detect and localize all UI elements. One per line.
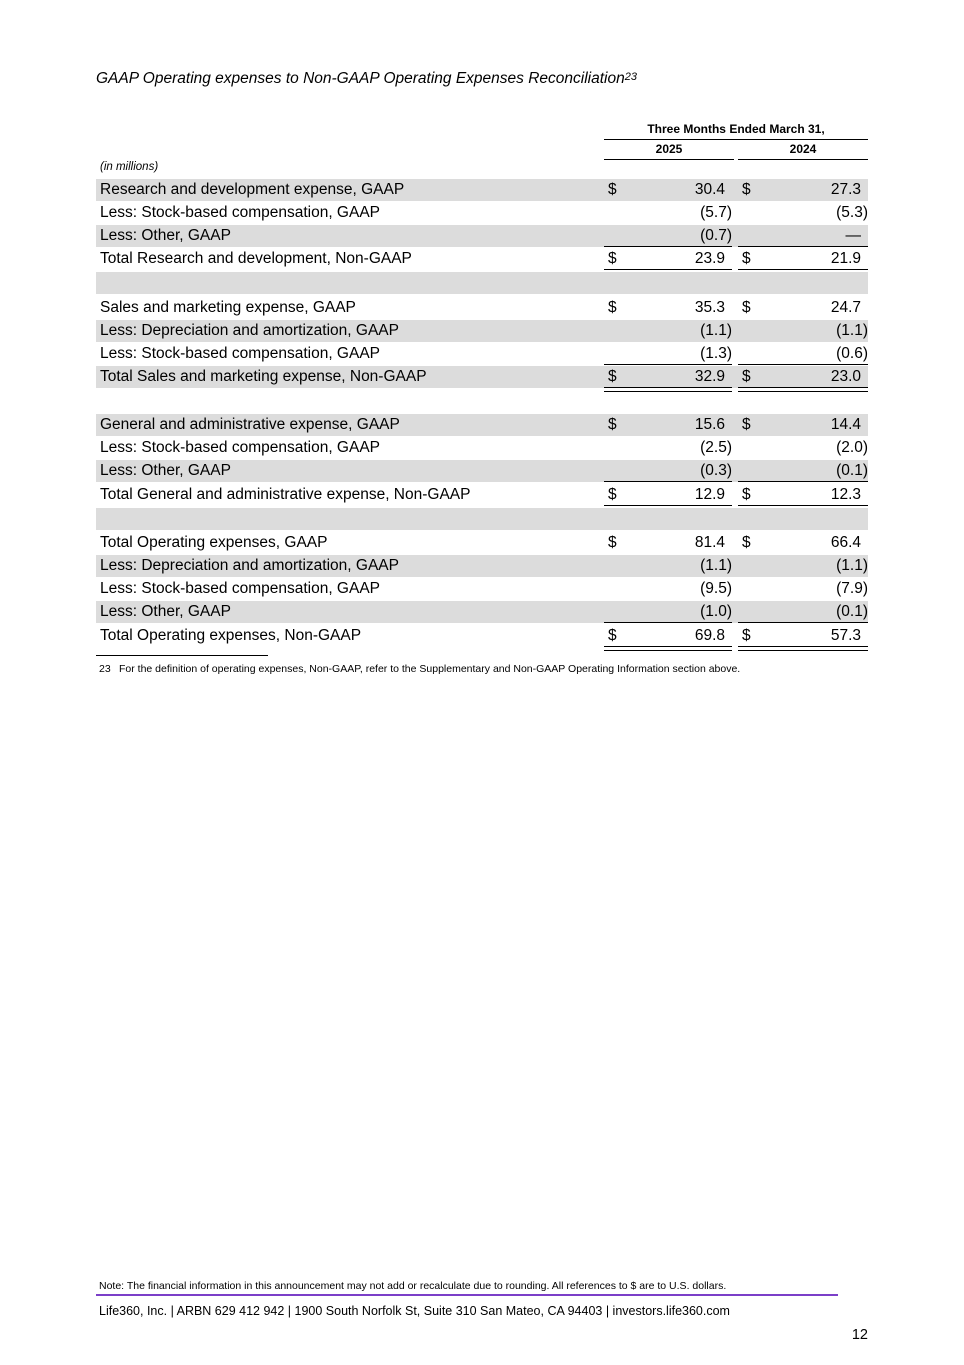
value-2024-cell: [738, 320, 868, 341]
value-2025-cell: [604, 225, 732, 247]
value-2025: 69.8: [694, 627, 725, 644]
value-2024: (1.1): [836, 557, 868, 574]
value-2025-cell: [604, 555, 732, 576]
table-row: [96, 248, 868, 270]
value-2024-cell: [738, 532, 868, 553]
company-info: Life360, Inc. | ARBN 629 412 942 | 1900 South Norfolk St, Suite 310 San Mateo, CA 94403 | investors.life360.com: [99, 1304, 730, 1318]
value-2025: (5.7): [700, 204, 732, 221]
value-2024: 21.9: [830, 250, 861, 267]
value-2025: (1.1): [700, 557, 732, 574]
value-2024: 14.4: [830, 416, 861, 433]
value-2025-cell: [604, 390, 732, 411]
value-2024-cell: [738, 179, 868, 200]
value-2024-cell: [738, 225, 868, 247]
table-row: [96, 297, 868, 319]
value-2025-cell: [604, 343, 732, 365]
value-2025-cell: [604, 272, 732, 293]
value-2025: (1.0): [700, 603, 732, 620]
table-row: [96, 555, 868, 577]
currency-symbol: $: [608, 627, 617, 644]
row-label: Total General and administrative expense, Non-GAAP: [100, 486, 471, 503]
value-2024-cell: [738, 460, 868, 482]
value-2024-cell: [738, 297, 868, 318]
currency-symbol: $: [608, 416, 617, 433]
currency-symbol: $: [608, 181, 617, 198]
table-spacer-row: [96, 272, 868, 294]
row-label: Less: Stock-based compensation, GAAP: [100, 439, 381, 456]
row-label: Less: Stock-based compensation, GAAP: [100, 345, 381, 362]
table-row: [96, 532, 868, 554]
currency-symbol: $: [608, 250, 617, 267]
value-2024: (5.3): [836, 204, 868, 221]
row-label: Less: Other, GAAP: [100, 227, 231, 244]
value-2025: 32.9: [694, 368, 725, 385]
value-2025-cell: [604, 366, 732, 388]
value-2024-cell: [738, 414, 868, 435]
value-2025: (0.3): [700, 462, 732, 479]
row-label: Less: Stock-based compensation, GAAP: [100, 580, 381, 597]
table-spacer-row: [96, 508, 868, 530]
value-2024: (1.1): [836, 322, 868, 339]
row-label: Sales and marketing expense, GAAP: [100, 299, 356, 316]
value-2025-cell: [604, 532, 732, 553]
value-2024-cell: [738, 202, 868, 223]
row-label: Total Operating expenses, Non-GAAP: [100, 627, 362, 644]
value-2024: —: [845, 227, 861, 244]
footnote-text: For the definition of operating expenses, Non-GAAP, refer to the Supplementary and Non-GAAP Operating Information section above.: [119, 663, 741, 675]
value-2025: (0.7): [700, 227, 732, 244]
value-2024-cell: [738, 625, 868, 647]
value-2025: (2.5): [700, 439, 732, 456]
currency-symbol: $: [742, 627, 751, 644]
row-label: General and administrative expense, GAAP: [100, 416, 400, 433]
currency-symbol: $: [742, 534, 751, 551]
currency-symbol: $: [608, 368, 617, 385]
currency-symbol: $: [742, 181, 751, 198]
value-2025-cell: [604, 179, 732, 200]
currency-symbol: $: [742, 416, 751, 433]
value-2025-cell: [604, 484, 732, 506]
report-title-text: GAAP Operating expenses to Non-GAAP Operating Expenses Reconciliation: [96, 70, 625, 87]
value-2024: (0.1): [836, 462, 868, 479]
table-row: [96, 601, 868, 623]
value-2025-cell: [604, 248, 732, 270]
value-2024: (0.6): [836, 345, 868, 362]
value-2025: 30.4: [694, 181, 725, 198]
rounding-note: Note: The financial information in this announcement may not add or recalculate due to rounding. All references to $ are to U.S. dollars.: [99, 1280, 727, 1292]
value-2025-cell: [604, 297, 732, 318]
value-2024: 27.3: [830, 181, 861, 198]
row-label: Total Sales and marketing expense, Non-GAAP: [100, 368, 427, 385]
currency-symbol: $: [608, 299, 617, 316]
table-row: [96, 179, 868, 201]
value-2025-cell: [604, 508, 732, 529]
value-2024: 66.4: [830, 534, 861, 551]
row-label: Less: Other, GAAP: [100, 603, 231, 620]
units-label: (in millions): [100, 161, 159, 173]
footnote: [99, 663, 740, 675]
value-2024-cell: [738, 484, 868, 506]
value-2024-cell: [738, 555, 868, 576]
value-2024: (0.1): [836, 603, 868, 620]
value-2025: (1.3): [700, 345, 732, 362]
table-row: [96, 460, 868, 482]
row-label: Research and development expense, GAAP: [100, 181, 405, 198]
value-2024-cell: [738, 343, 868, 365]
table-row: [96, 320, 868, 342]
value-2024: 24.7: [830, 299, 861, 316]
currency-symbol: $: [742, 486, 751, 503]
row-label: Less: Stock-based compensation, GAAP: [100, 204, 381, 221]
value-2025-cell: [604, 460, 732, 482]
value-2024-cell: [738, 366, 868, 388]
value-2024: 12.3: [830, 486, 861, 503]
value-2024-cell: [738, 390, 868, 411]
value-2025-cell: [604, 320, 732, 341]
title-footnote-ref: 23: [624, 71, 637, 83]
table-row: [96, 366, 868, 388]
table-row: [96, 202, 868, 224]
value-2024: 57.3: [830, 627, 861, 644]
value-2025: 15.6: [694, 416, 725, 433]
value-2024-cell: [738, 248, 868, 270]
currency-symbol: $: [742, 250, 751, 267]
value-2024: (2.0): [836, 439, 868, 456]
value-2024: 23.0: [830, 368, 861, 385]
row-label: Less: Depreciation and amortization, GAAP: [100, 322, 399, 339]
footnote-divider: [96, 655, 268, 656]
value-2024-cell: [738, 437, 868, 458]
value-2025-cell: [604, 437, 732, 458]
row-label: Total Operating expenses, GAAP: [100, 534, 328, 551]
value-2025-cell: [604, 625, 732, 647]
value-2024-cell: [738, 601, 868, 623]
value-2025-cell: [604, 601, 732, 623]
table-row: [96, 414, 868, 436]
currency-symbol: $: [608, 486, 617, 503]
year-header-2024: 2024: [738, 141, 868, 160]
row-label: Less: Other, GAAP: [100, 462, 231, 479]
value-2025: 12.9: [694, 486, 725, 503]
value-2024-cell: [738, 272, 868, 293]
value-2025: 23.9: [694, 250, 725, 267]
value-2025: (9.5): [700, 580, 732, 597]
footnote-number: 23: [99, 663, 111, 675]
table-spacer-row: [96, 390, 868, 412]
report-title: [96, 70, 637, 88]
table-row: [96, 484, 868, 506]
value-2025: 35.3: [694, 299, 725, 316]
currency-symbol: $: [742, 299, 751, 316]
table-row: [96, 625, 868, 647]
table-row: [96, 437, 868, 459]
value-2024-cell: [738, 578, 868, 599]
value-2024-cell: [738, 508, 868, 529]
value-2025-cell: [604, 578, 732, 599]
currency-symbol: $: [742, 368, 751, 385]
value-2025: 81.4: [694, 534, 725, 551]
year-header-2025: 2025: [604, 141, 734, 160]
currency-symbol: $: [608, 534, 617, 551]
value-2025-cell: [604, 414, 732, 435]
table-row: [96, 225, 868, 247]
period-header: Three Months Ended March 31,: [604, 121, 868, 140]
table-row: [96, 343, 868, 365]
page-number: 12: [851, 1327, 868, 1343]
table-row: [96, 578, 868, 600]
value-2024: (7.9): [836, 580, 868, 597]
footer-accent-line: [96, 1294, 838, 1296]
value-2025: (1.1): [700, 322, 732, 339]
value-2025-cell: [604, 202, 732, 223]
row-label: Less: Depreciation and amortization, GAAP: [100, 557, 399, 574]
row-label: Total Research and development, Non-GAAP: [100, 250, 412, 267]
